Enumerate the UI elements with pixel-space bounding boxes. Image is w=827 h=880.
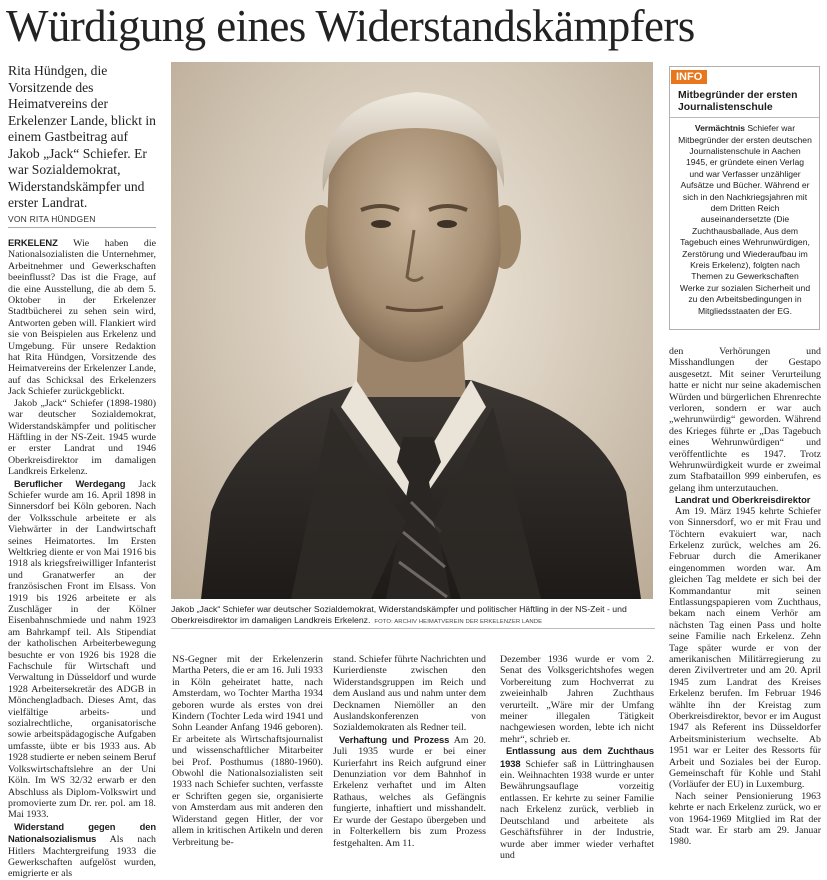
byline: VON RITA HÜNDGEN — [8, 214, 156, 228]
paragraph: den Verhörungen und Misshandlungen der Gestapo ausgesetzt. Mit seiner Verurteilung hatte er nicht nur seine akademischen Würden und bürgerlichen Ehrenrechte verloren, sondern er war auch „wehrunwürdig“ geworden. Während des Krieges führte er „Das Tagebuch eines Wehrunwürdigen“ und veröffentlichte es 1947. Trotz Wehrunwürdigkeit wurde er zweimal zum Stafbataillon 999 einberufen, es gelang ihm unterzutauchen. — [669, 346, 821, 494]
paragraph: stand. Schiefer führte Nachrichten und Kurierdienste zwischen den Widerstandsgruppen im Reich und dem Ausland aus und nahm unter dem Decknamen Niemöller an den Auslandskonferenzen von Sozialdemokraten als Redner teil. — [333, 654, 486, 734]
photo-credit: FOTO: ARCHIV HEIMATVEREIN DER ERKELENZER LANDE — [374, 618, 543, 625]
paragraph: Als nach Hitlers Machtergreifung 1933 die Gewerkschaften aufgelöst wurden, emigrierte er als — [8, 834, 156, 880]
paragraph: Jakob „Jack“ Schiefer (1898-1980) war deutscher Sozialdemokrat, Widerstandskämpfer und politischer Häftling in der NS-Zeit. 1945 wurde er erster Landrat und 1946 Oberkreisdirektor im damaligen Landkreis Erkelenz. — [8, 397, 156, 478]
dateline: ERKELENZ — [8, 237, 58, 248]
paragraph: Dezember 1936 wurde er vom 2. Senat des Volksgerichtshofes wegen Vorbereitung zum Hochverrat zu zweieinhalb Jahren Zuchthaus verurteilt. „Wäre mir der Umfang meiner illegalen Tätigkeit nachgewiesen worden, lebte ich nicht mehr“, schrieb er. — [500, 654, 654, 745]
portrait-photo — [171, 62, 653, 599]
paragraph: Am 20. Juli 1935 wurde er bei einer Kurierfahrt ins Reich aufgrund einer Denunziation vor dem Bahnhof in Erkelenz verhaftet und im Alten Rathaus, welches als Gefängnis fungierte, inhaftiert und misshandelt. Er wurde der Gestapo übergeben und in Folterkellern bis zum Prozess festgehalten. Am 11. — [333, 734, 487, 849]
subheading: Entlassung aus dem Zuchthaus 1938 — [500, 745, 654, 769]
paragraph: Jack Schiefer wurde am 16. April 1898 in Sinnersdorf bei Köln geboren. Nach der Volksschule arbeitete er als Viehwärter in der Landwirtschaft seines Heimatortes. Im Ersten Weltkrieg diente er von Mai 1916 bis 1918 als kriegsfreiwilliger Infanterist und Granatwerfer an der französischen Front im Elsass. Von 1919 bis 1926 arbeitete er als Zuschläger in der Kölner Eisenbahnschmiede und nahm 1923 am Bahrkampf teil. Als Stipendiat der katholischen Arbeiterbewegung besuchte er von 1926 bis 1928 die Fachschule für Wirtschaft und Verwaltung in Düsseldorf und wurde 1928 Arbeitersekretär des ADGB in Mönchengladbach. Dieses Amt, das vielfältige arbeits- und sozialrechtliche, organisatorische sowie arbeitspädagogische Aufgaben umfasste, übte er bis 1933 aus. Ab 1928 studierte er neben seinem Beruf Volkswirtschaftslehre an der Uni Köln. Im WS 32/32 erwarb er den Abschluss als Diplom-Volkswirt und promovierte zum Dr. rer. pol. am 18. Mai 1933. — [8, 478, 157, 821]
headline: Würdigung eines Widerstandskämpfers — [6, 1, 695, 51]
subheading: Beruflicher Werdegang — [14, 477, 126, 489]
subheading: Widerstand gegen den Nationalsozialismus — [8, 820, 156, 845]
paragraph: Nach seiner Pensionierung 1963 kehrte er nach Erkelenz zurück, wo er von 1964-1969 Mitglied im Rat der Stadt war. Er starb am 29. Januar 1980. — [669, 790, 821, 848]
paragraph: NS-Gegner mit der Erkelenzerin Martha Peters, die er am 16. Juli 1933 in Köln geheiratet hatte, nach Amsterdam, wo Tochter Martha 1934 geboren wurde als erstes von drei Kindern (Tochter Leda wird 1941 und Sohn Leander Anfang 1946 geboren). Er arbeitete als Wirtschaftsjournalist und wissenschaftlicher Mitarbeiter bei Prof. Posthumus (1880-1960). Obwohl die Nationalsozialisten seit 1933 nach Schiefer suchten, verfasste er Schriften gegen sie, organisierte von Amsterdam aus mit anderen den Widerstand gegen Hitler, der vor allem in kritischen Artikeln und deren Verbreitung be- — [172, 654, 323, 848]
article-column-1 — [8, 237, 156, 880]
info-label: Vermächtnis — [694, 123, 745, 134]
portrait-illustration — [171, 62, 653, 599]
info-body: Schiefer war Mitbegründer der ersten deutschen Journalistenschule in Aachen 1945, er gründete einen Verlag und war Verfasser unzähliger Aufsätze und Bücher. Während er sich in den Nachkriegsjahren mit dem Dritten Reich auseinandersetzte (Die Zuchthausballade, Aus dem Tagebuch eines Wehrunwürdigen, Zerstörung und Wiederaufbau im Kreis Erkelenz), folgten nach Themen zu Gewerkschaften Werke zur sozialen Sicherheit und zu den Arbeitsbedingungen in Mitgliedsstaaten der EG. — [678, 123, 812, 316]
paragraph: Wie haben die Nationalsozialisten die Unternehmer, Arbeitnehmer und Gewerkschaften beeinflusst? Das ist die Frage, auf die eine Ausstellung, die ab dem 5. Oktober in der Erkelenzer Stadtbücherei zu sehen sein wird, Antworten geben will. Flankiert wird sie von Beispielen aus Erkelenz und Umgebung. Für unsere Redaktion hat Rita Hündgen, Vorsitzende des Heimatvereins der Erkelenzer Lande, auf das Schicksal des Erkelenzers Jack Schiefer zurückgeblickt. — [8, 238, 156, 398]
article-column-4 — [500, 654, 654, 861]
info-box — [669, 66, 820, 330]
caption-text: Jakob „Jack“ Schiefer war deutscher Sozialdemokrat, Widerstandskämpfer und politischer Häftling in der NS-Zeit - und Oberkreisdirektor im damaligen Landkreis Erkelenz. — [171, 604, 627, 625]
info-text — [670, 118, 819, 317]
subheading: Landrat und Oberkreisdirektor — [675, 494, 811, 506]
photo-caption — [171, 604, 655, 627]
divider — [171, 628, 655, 629]
paragraph: Am 19. März 1945 kehrte Schiefer von Sinnersdorf, wo er mit Frau und Töchtern evakuiert war, nach Erkelenz zurück, welches am 26. Februar durch die Amerikaner eingenommen worden war. Am gleichen Tag meldete er sich bei der Kommandantur mit seinen Entlassungspapieren vom Zuchthaus, bekam nach einem Verhör am nächsten Tag einen Pass und holte seine Familie nach Erkelenz. Zehn Tage später wurde er von der amerikanischen Militärregierung zu deren Zivilvertreter und am 20. April 1945 zum Landrat des Kreises Erkelenz berufen. Im Februar 1946 wählte ihn der Kreistag zum Oberkreisdirektor, bevor er im August 1947 als Referent ins Düsseldorfer Arbeitsministerium wechselte. Ab 1951 war er Leiter des Ressorts für Arbeit und Soziales bei der Europ. Gemeinschaft für Kohle und Stahl (Vorläufer der EU) in Luxemburg. — [669, 505, 821, 791]
info-title: Mitbegründer der ersten Journalistenschule — [670, 88, 819, 118]
lead-paragraph: Rita Hündgen, die Vorsitzende des Heimatvereins der Erkelenzer Lande, blickt in einem Gastbeitrag auf Jakob „Jack“ Schiefer. Er war Sozialdemokrat, Widerstandskämpfer und erster Landrat. — [8, 63, 156, 210]
article-column-2 — [172, 654, 323, 848]
subheading: Verhaftung und Prozess — [339, 733, 450, 745]
info-tag: INFO — [671, 70, 707, 84]
article-column-5 — [669, 346, 821, 848]
paragraph: Schiefer saß in Lüttringhausen ein. Weihnachten 1938 wurde er unter Bewährungsauflage vorzeitig entlassen. Er kehrte zu seiner Familie nach Erkelenz zurück, verblieb in Deutschland und arbeitete als Geschäftsführer in der Industrie, wurde aber immer wieder verhaftet und — [500, 758, 654, 861]
article-column-3 — [333, 654, 486, 849]
